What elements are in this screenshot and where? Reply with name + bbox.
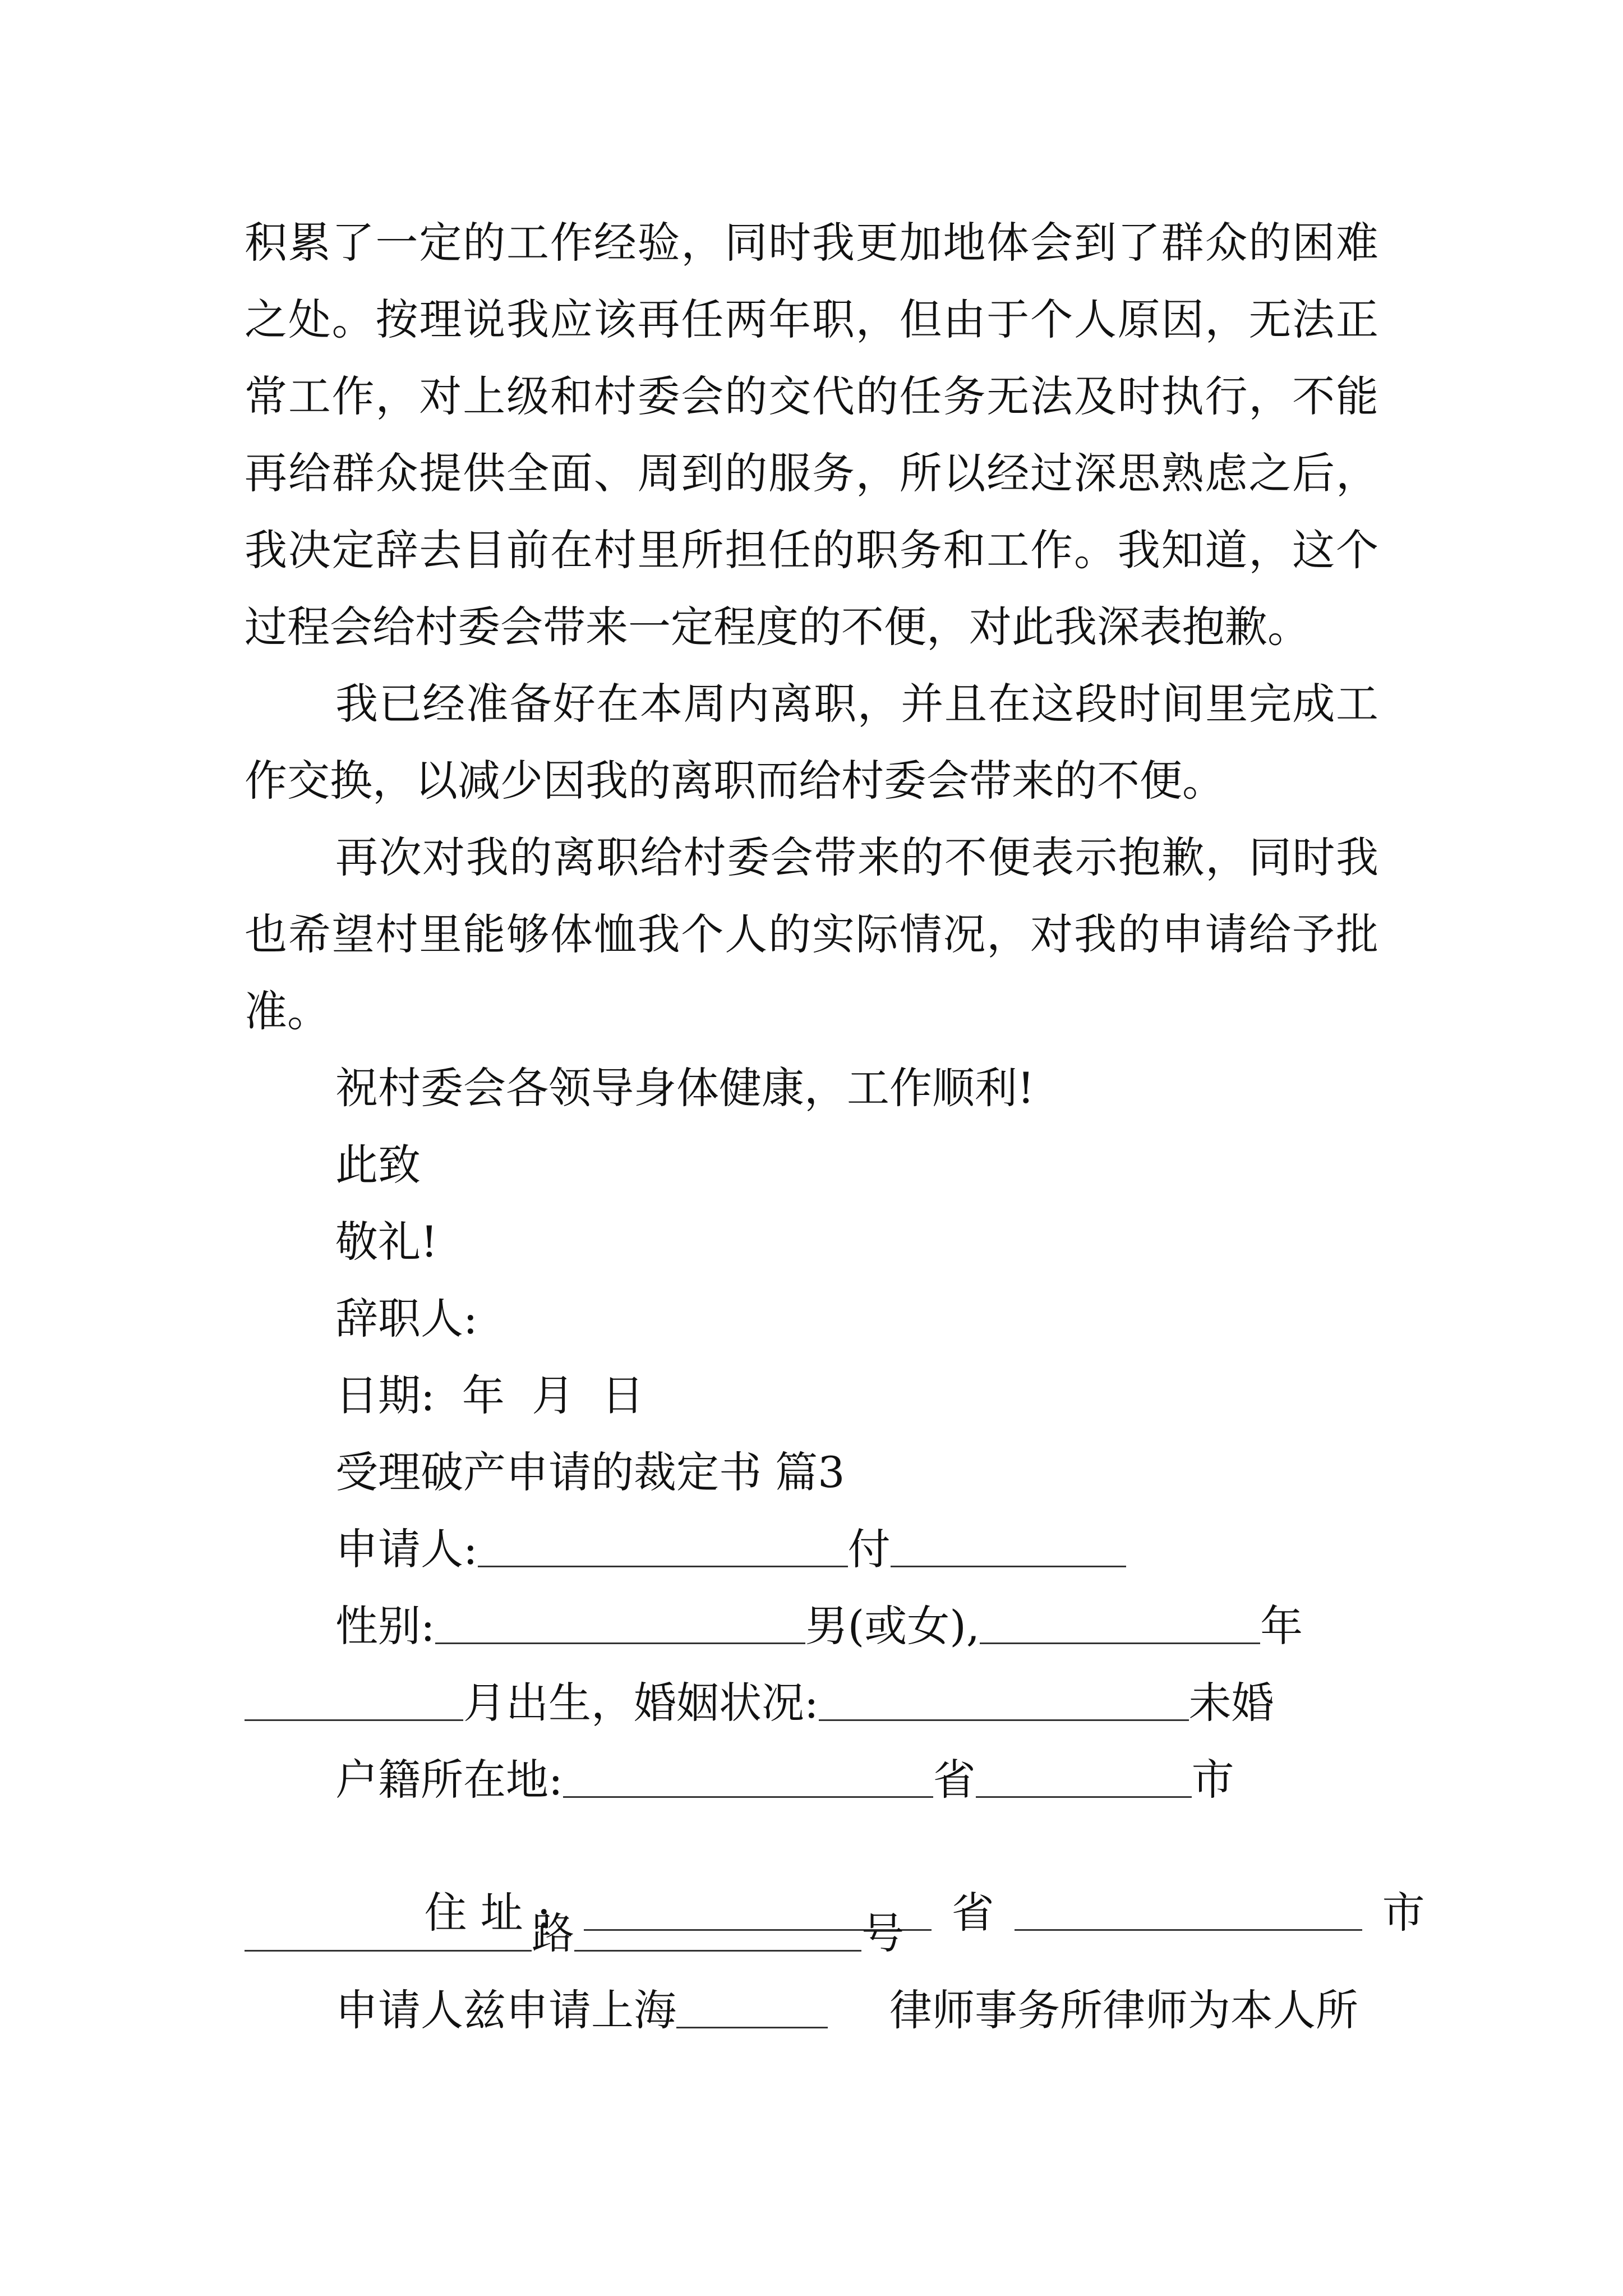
hukou-city-blank[interactable] xyxy=(976,1757,1192,1798)
closing-salutation-1: 此致 xyxy=(335,1140,421,1190)
paragraph3-line-3: 准。 xyxy=(245,986,330,1036)
number-label: 号 xyxy=(861,1908,904,1958)
road-blank[interactable] xyxy=(245,1911,532,1952)
hukou-city-label: 市 xyxy=(1191,1755,1234,1805)
gender-blank[interactable] xyxy=(435,1603,805,1644)
closing-wish: 祝村委会各领导身体健康，工作顺利! xyxy=(335,1063,1035,1113)
request-start: 申请人兹申请上海 xyxy=(335,1985,676,2035)
birth-year-blank[interactable] xyxy=(980,1603,1260,1644)
marital-value: 未婚 xyxy=(1188,1678,1274,1728)
birth-label: 月出生，婚姻状况: xyxy=(463,1678,819,1728)
applicant-label: 申请人: xyxy=(335,1524,478,1574)
hukou-label: 户籍所在地: xyxy=(335,1755,563,1805)
paragraph3-line-1: 再次对我的离职给村委会带来的不便表示抱歉，同时我 xyxy=(335,832,1378,882)
gender-label: 性别: xyxy=(335,1601,435,1651)
address-label: 住 址 : xyxy=(424,1888,551,1938)
paragraph3-line-2: 也希望村里能够体恤我个人的实际情况，对我的申请给予批 xyxy=(245,909,1378,959)
paragraph1-line-5: 我决定辞去目前在村里所担任的职务和工作。我知道，这个 xyxy=(245,525,1378,575)
address-city-label: 市 xyxy=(1382,1888,1425,1938)
paragraph1-line-4: 再给群众提供全面、周到的服务，所以经过深思熟虑之后， xyxy=(245,448,1378,498)
address-province-label: 省 xyxy=(951,1888,994,1938)
paragraph1-line-3: 常工作，对上级和村委会的交代的任务无法及时执行，不能 xyxy=(245,371,1378,421)
year-label: 年 xyxy=(1260,1601,1303,1651)
section-title: 受理破产申请的裁定书 篇3 xyxy=(335,1447,845,1497)
form-applicant-row xyxy=(335,1521,1126,1577)
birth-month-blank[interactable] xyxy=(245,1680,463,1721)
form-hukou-row xyxy=(335,1752,1234,1808)
hukou-province-blank[interactable] xyxy=(563,1757,933,1798)
closing-signer: 辞职人: xyxy=(335,1294,478,1343)
law-firm-blank[interactable] xyxy=(676,1987,828,2028)
paragraph1-line-1: 积累了一定的工作经验，同时我更加地体会到了群众的困难 xyxy=(245,218,1378,268)
paragraph2-line-2: 作交换，以减少因我的离职而给村委会带来的不便。 xyxy=(245,756,1225,806)
hukou-province-label: 省 xyxy=(933,1755,976,1805)
address-city-blank[interactable] xyxy=(1015,1890,1362,1931)
form-request-row xyxy=(335,1982,1358,2039)
gender-value: 男(或女), xyxy=(805,1601,980,1651)
paragraph1-line-6: 过程会给村委会带来一定程度的不便，对此我深表抱歉。 xyxy=(245,602,1310,652)
request-end: 律师事务所律师为本人所 xyxy=(889,1985,1358,2035)
number-blank[interactable] xyxy=(574,1911,861,1952)
road-label: 路 xyxy=(532,1908,574,1958)
paragraph1-line-2: 之处。按理说我应该再任两年职，但由于个人原因，无法正 xyxy=(245,295,1378,344)
form-gender-row xyxy=(335,1598,1303,1654)
applicant-name-blank[interactable] xyxy=(478,1526,848,1567)
form-birth-row xyxy=(245,1675,1274,1731)
applicant-extra-blank[interactable] xyxy=(891,1526,1126,1567)
form-road-row xyxy=(245,1906,904,1962)
closing-salutation-2: 敬礼! xyxy=(335,1217,438,1267)
applicant-suffix: 付 xyxy=(847,1524,891,1574)
closing-date: 日期: 年 月 日 xyxy=(335,1370,644,1420)
paragraph2-line-1: 我已经准备好在本周内离职，并且在这段时间里完成工 xyxy=(335,679,1378,729)
marital-blank[interactable] xyxy=(819,1680,1189,1721)
